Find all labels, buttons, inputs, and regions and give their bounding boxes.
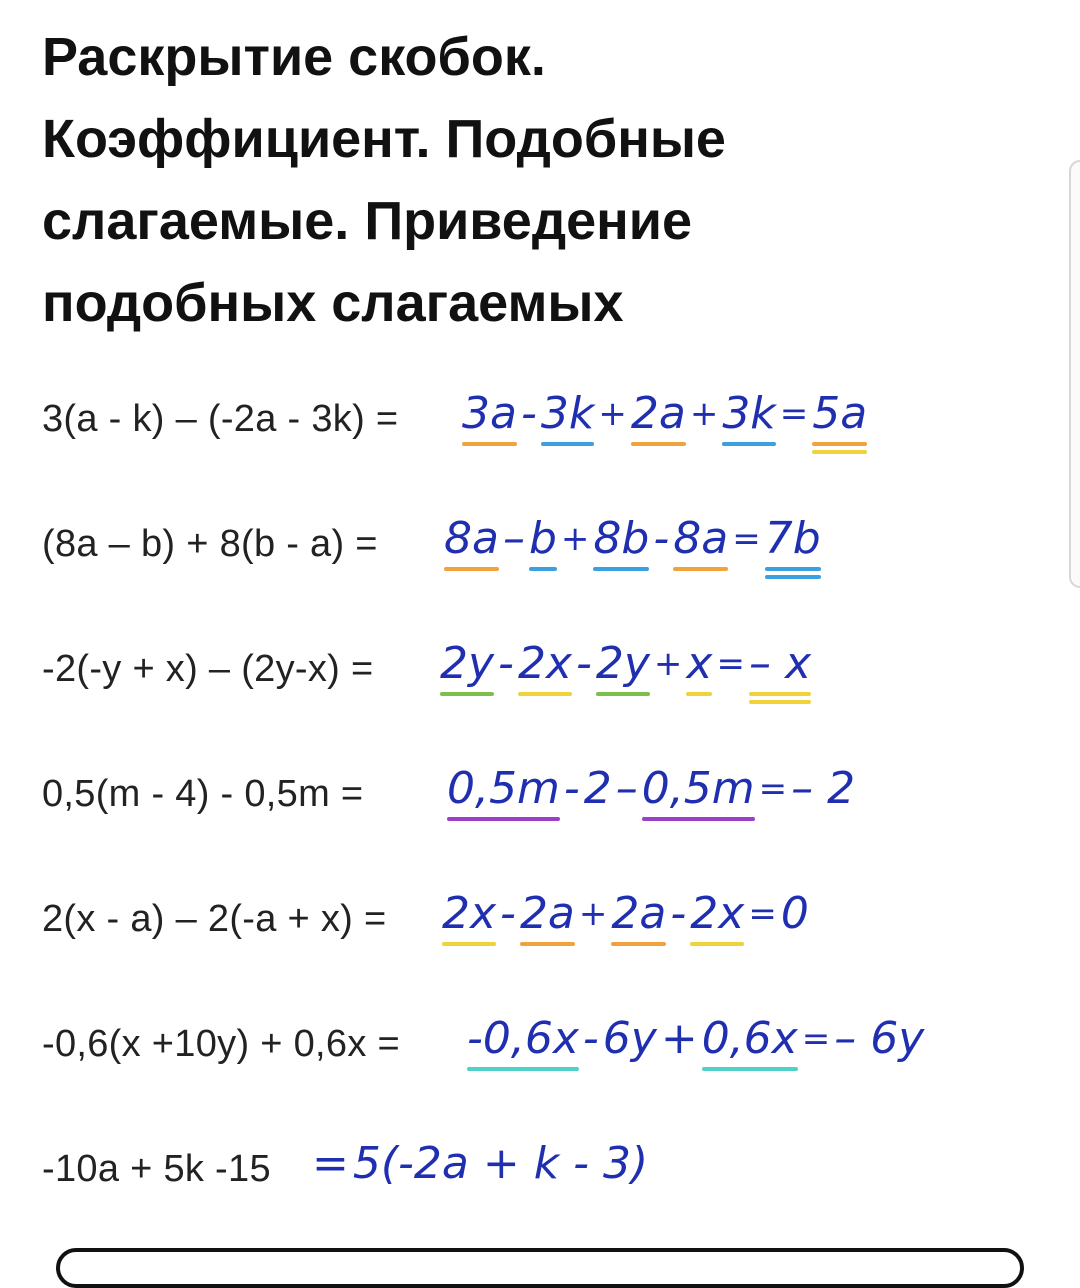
handwritten-term (749, 630, 811, 689)
handwritten-term (654, 630, 683, 684)
handwritten-term-text: 2y (440, 638, 495, 689)
underline-mark (467, 1067, 579, 1071)
title-line: слагаемые. Приведение (42, 191, 692, 251)
handwritten-term-text: 3k (722, 388, 776, 439)
equation-printed: -10a + 5k -15 (42, 1148, 271, 1190)
handwritten-term-text: 2a (630, 388, 686, 439)
equation-handwritten (462, 380, 871, 470)
handwritten-term-text: x (686, 638, 713, 689)
underline-mark (518, 692, 572, 696)
handwritten-term-text: + (689, 394, 719, 434)
handwritten-term (440, 630, 494, 689)
handwritten-term-text: 0,5m (447, 763, 560, 814)
handwritten-term (353, 1130, 648, 1189)
equation-row (42, 505, 1072, 595)
underline-mark (442, 942, 496, 946)
handwritten-term (498, 630, 514, 689)
underline-mark (462, 442, 517, 446)
handwritten-term (812, 380, 867, 439)
underline-mark (702, 1067, 798, 1071)
handwritten-term (690, 880, 744, 939)
handwritten-term (576, 630, 592, 689)
underline-mark (444, 567, 499, 571)
handwritten-term-text: = (758, 769, 788, 809)
handwritten-term (686, 630, 712, 689)
handwritten-term-text: = (716, 644, 745, 684)
handwritten-term (447, 755, 560, 814)
underline-mark (642, 817, 755, 821)
handwritten-term-text: 6y (602, 1013, 657, 1064)
handwritten-term-text: + (653, 644, 683, 684)
handwritten-term-text: - (563, 763, 580, 814)
title-line: подобных слагаемых (42, 273, 624, 333)
handwritten-term-text: 2x (690, 888, 745, 939)
handwritten-term (765, 505, 821, 564)
handwritten-term-text: 0 (780, 888, 809, 939)
handwritten-term-text: 0,5m (641, 763, 755, 814)
equation-handwritten (467, 1005, 928, 1095)
handwritten-term (673, 505, 728, 564)
underline-mark (440, 692, 494, 696)
handwritten-term-text: + (578, 894, 608, 934)
equation-handwritten (442, 880, 813, 970)
underline-mark (749, 700, 811, 704)
handwritten-term (834, 1005, 924, 1064)
handwritten-term-text: 2a (519, 888, 575, 939)
underline-mark (596, 692, 650, 696)
handwritten-term-text: - (520, 388, 537, 439)
handwritten-term (500, 880, 516, 939)
underline-mark (812, 442, 867, 446)
handwritten-term-text: -0,6x (467, 1013, 579, 1064)
equation-handwritten (447, 755, 859, 845)
handwritten-term-text: 3k (540, 388, 595, 439)
handwritten-term-text: + (560, 519, 590, 559)
handwritten-term (561, 505, 590, 559)
equation-row (42, 880, 1072, 970)
handwritten-term (653, 505, 669, 564)
handwritten-term-text: = (748, 894, 777, 934)
handwritten-term-text: = (732, 519, 761, 559)
equation-handwritten (444, 505, 825, 595)
handwritten-term-text: + (598, 394, 627, 434)
equation-printed: -0,6(x +10y) + 0,6x = (42, 1023, 400, 1065)
underline-mark (686, 692, 712, 696)
handwritten-term (598, 380, 627, 434)
handwritten-term (611, 880, 666, 939)
handwritten-term (631, 380, 686, 439)
underline-mark (520, 942, 575, 946)
equation-handwritten (312, 1130, 652, 1220)
handwritten-term-text: – x (748, 638, 811, 689)
handwritten-term (642, 755, 755, 814)
handwritten-term-text: 0,6x (701, 1013, 798, 1064)
equation-printed: (8a – b) + 8(b - a) = (42, 523, 378, 565)
handwritten-term-text: 8b (593, 513, 650, 564)
underline-mark (529, 567, 557, 571)
handwritten-term (312, 1130, 349, 1189)
handwritten-term-text: 5(-2a + k - 3) (352, 1138, 649, 1189)
handwritten-term (748, 880, 777, 934)
handwritten-term-text: + (660, 1013, 698, 1064)
handwritten-term (780, 380, 809, 434)
underline-mark (765, 567, 821, 571)
handwritten-term (732, 505, 761, 559)
handwritten-term (583, 1005, 599, 1064)
underline-mark (541, 442, 594, 446)
bottom-panel[interactable] (56, 1248, 1024, 1288)
handwritten-term-text: = (312, 1138, 349, 1189)
equation-printed: 2(x - a) – 2(-a + x) = (42, 898, 387, 940)
handwritten-term (584, 755, 612, 814)
handwritten-term-text: – 2 (791, 763, 856, 814)
handwritten-term (690, 380, 719, 434)
underline-mark (722, 442, 775, 446)
handwritten-term (702, 1005, 798, 1064)
handwritten-term (716, 630, 745, 684)
underline-mark (673, 567, 728, 571)
handwritten-term (521, 380, 537, 439)
handwritten-term-text: - (498, 638, 514, 689)
equation-printed: -2(-y + x) – (2y-x) = (42, 648, 374, 690)
handwritten-term (579, 880, 608, 934)
handwritten-term-text: – 6y (834, 1013, 925, 1064)
handwritten-term-text: b (528, 513, 557, 564)
handwritten-term (541, 380, 594, 439)
handwritten-term (462, 380, 517, 439)
underline-mark (593, 567, 649, 571)
equation-row (42, 755, 1072, 845)
handwritten-term (444, 505, 499, 564)
underline-mark (447, 817, 560, 821)
page-title (42, 16, 942, 344)
handwritten-term (759, 755, 788, 809)
handwritten-term (596, 630, 650, 689)
handwritten-term-text: 8a (444, 513, 499, 564)
equation-printed: 0,5(m - 4) - 0,5m = (42, 773, 364, 815)
handwritten-term-text: 2x (517, 638, 572, 689)
equation-row (42, 1130, 1072, 1220)
handwritten-term-text: = (779, 394, 809, 434)
handwritten-term-text: – (502, 513, 525, 564)
title-line: Раскрытие скобок. (42, 27, 546, 87)
handwritten-term (442, 880, 496, 939)
underline-mark (812, 450, 867, 454)
handwritten-term (802, 1005, 831, 1059)
handwritten-term-text: 5a (812, 388, 868, 439)
handwritten-term-text: - (575, 638, 592, 689)
handwritten-term (791, 755, 855, 814)
handwritten-term (616, 755, 638, 814)
handwritten-term (661, 1005, 698, 1064)
handwritten-term-text: = (801, 1019, 831, 1059)
handwritten-term-text: - (500, 888, 516, 939)
handwritten-term (670, 880, 686, 939)
handwritten-term (503, 505, 525, 564)
handwritten-term (520, 880, 575, 939)
equation-row (42, 380, 1072, 470)
handwritten-term (518, 630, 572, 689)
handwritten-term-text: 2y (595, 638, 650, 689)
handwritten-term-text: 3a (462, 388, 517, 439)
handwritten-term (722, 380, 775, 439)
equation-row (42, 1005, 1072, 1095)
underline-mark (631, 442, 686, 446)
handwritten-term (593, 505, 649, 564)
handwritten-term (564, 755, 580, 814)
handwritten-term (529, 505, 557, 564)
equation-printed: 3(a - k) – (-2a - 3k) = (42, 398, 399, 440)
handwritten-term-text: 2 (583, 763, 612, 814)
equation-handwritten (440, 630, 815, 720)
underline-mark (749, 692, 811, 696)
equation-row (42, 630, 1072, 720)
underline-mark (611, 942, 666, 946)
handwritten-term-text: - (582, 1013, 599, 1064)
title-line: Коэффициент. Подобные (42, 109, 726, 169)
handwritten-term-text: 8a (673, 513, 729, 564)
underline-mark (765, 575, 821, 579)
handwritten-term-text: 7b (764, 513, 821, 564)
handwritten-term-text: 2x (442, 888, 497, 939)
handwritten-term-text: 2a (611, 888, 667, 939)
handwritten-term (603, 1005, 657, 1064)
handwritten-term (467, 1005, 579, 1064)
handwritten-term-text: - (653, 513, 670, 564)
handwritten-term-text: – (615, 763, 638, 814)
handwritten-term-text: - (670, 888, 687, 939)
handwritten-term (781, 880, 809, 939)
underline-mark (690, 942, 744, 946)
